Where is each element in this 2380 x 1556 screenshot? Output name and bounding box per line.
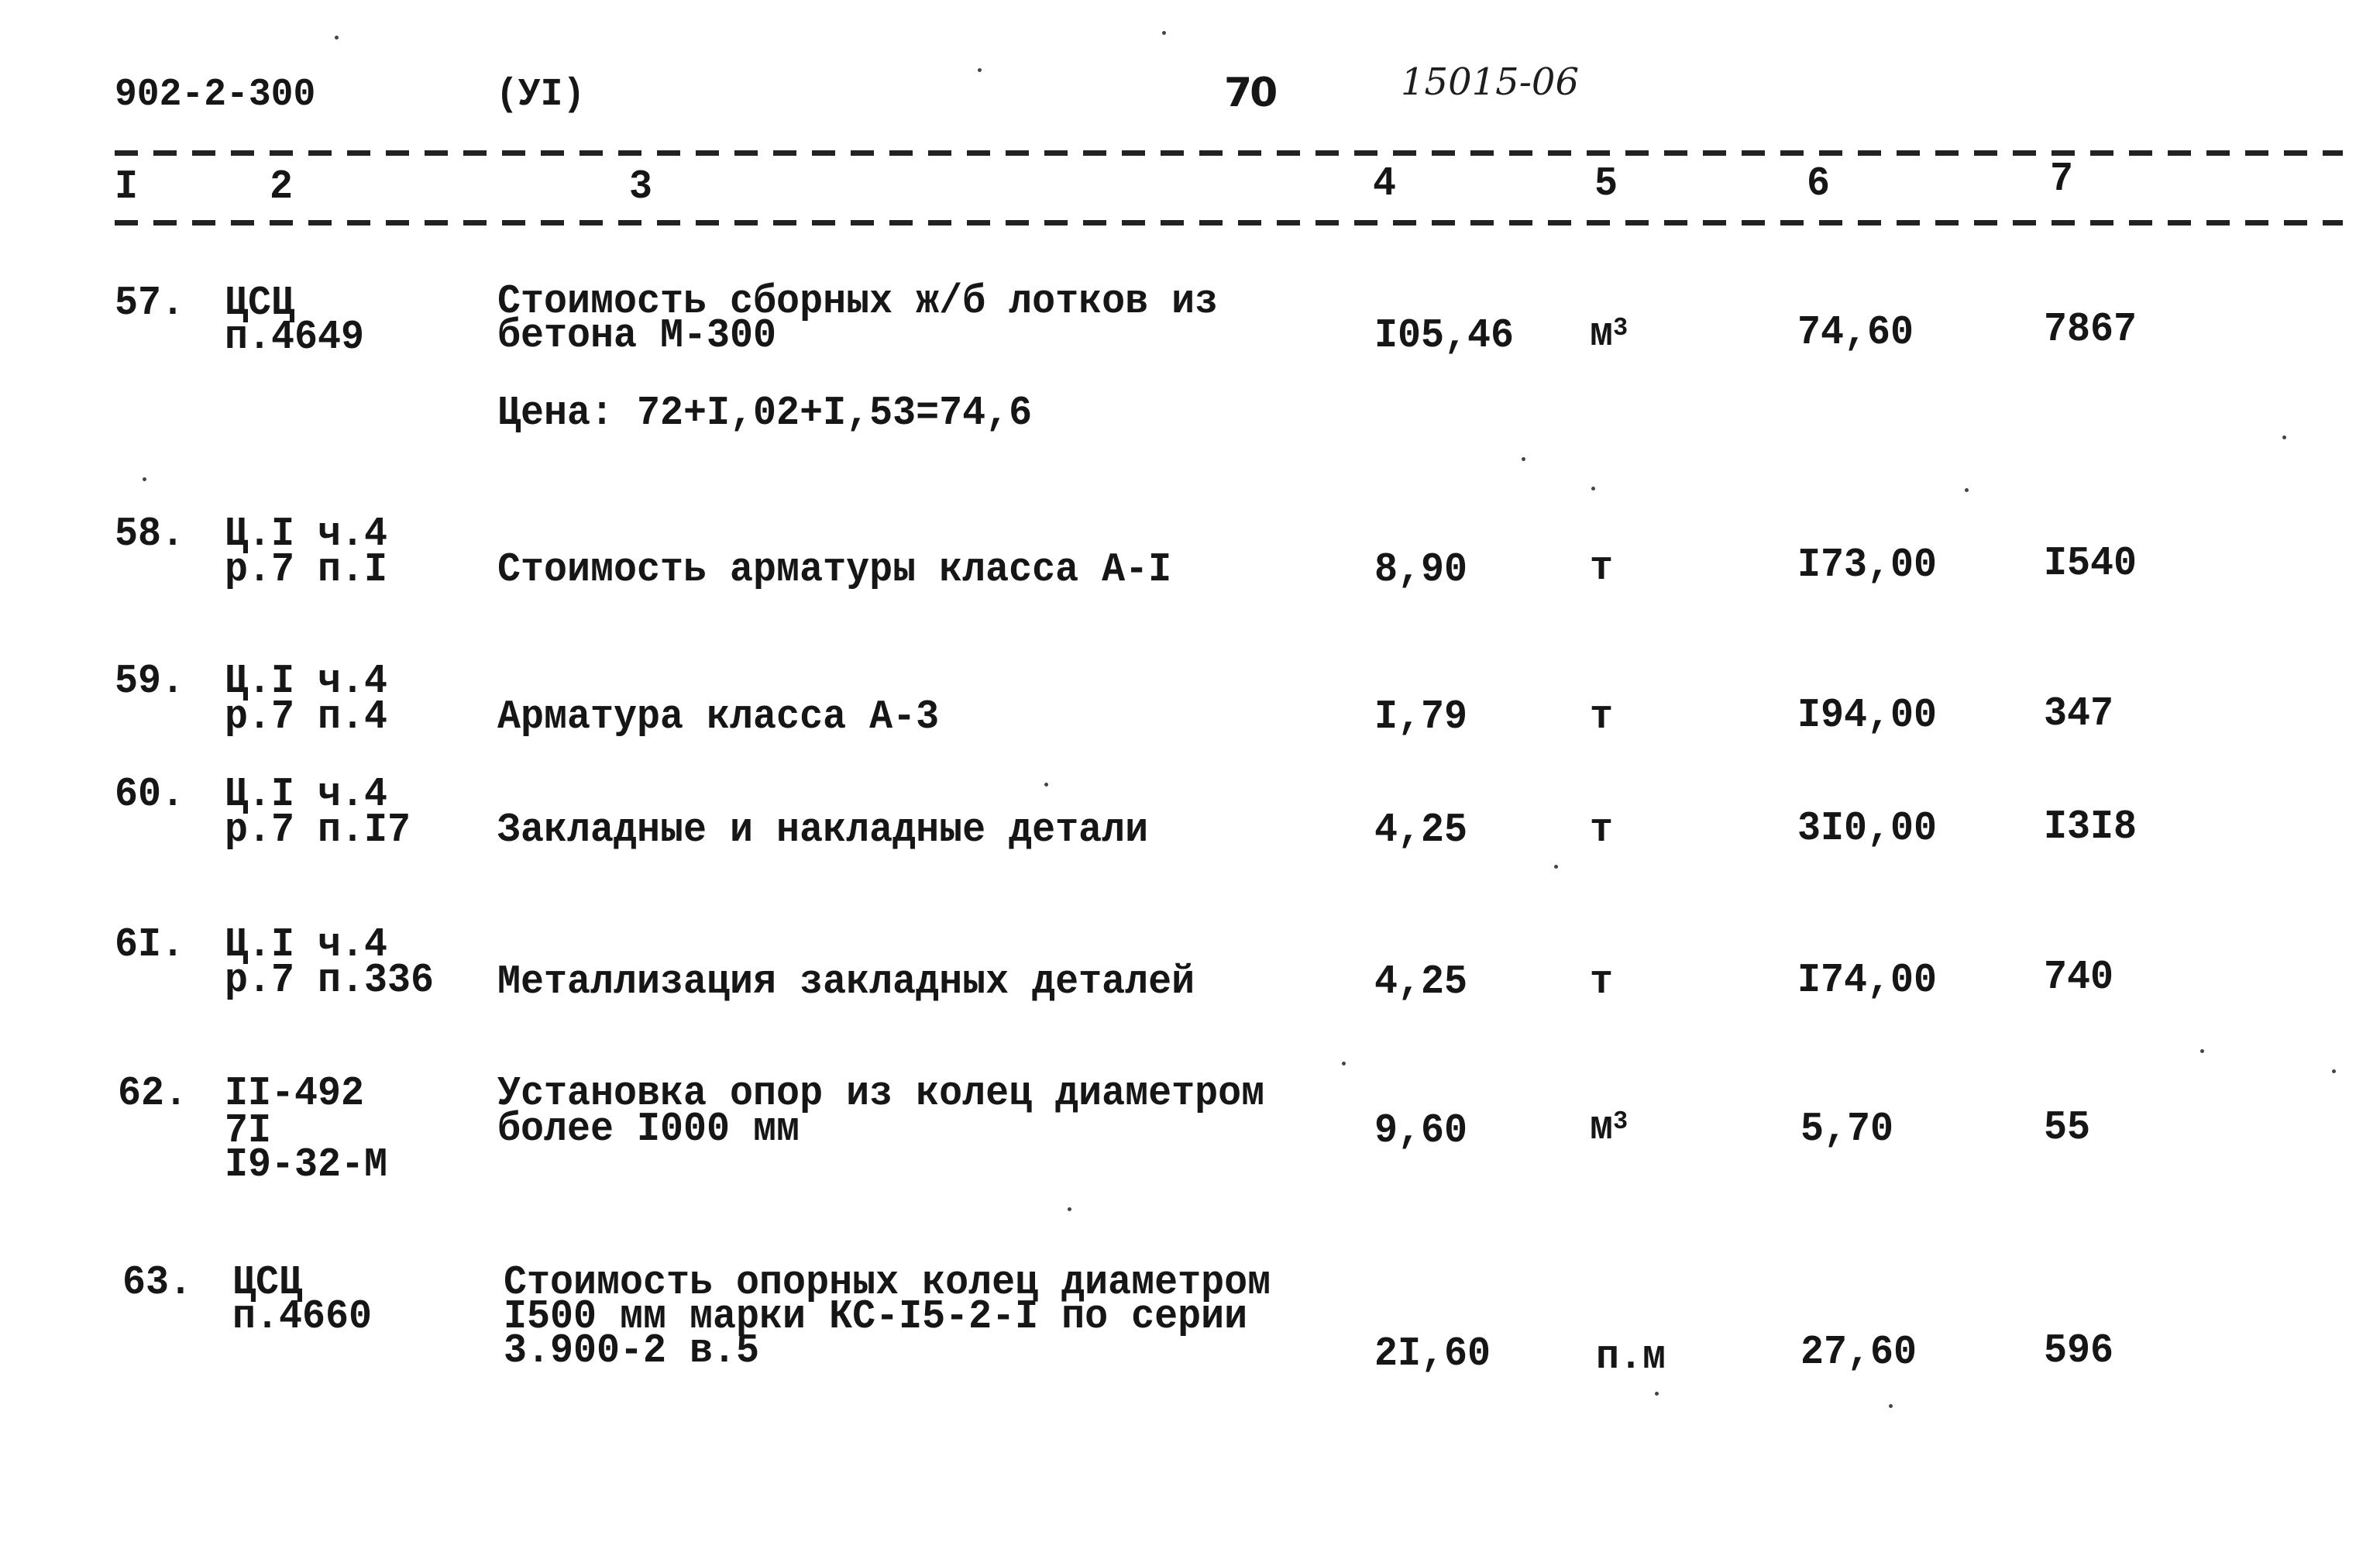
row-total: 596 <box>2044 1327 2114 1375</box>
row-total: I540 <box>2044 540 2138 587</box>
row-reference-line: п.4649 <box>225 314 365 361</box>
row-reference-line: ЦСЦ <box>225 280 295 327</box>
row-price-note: Цена: 72+I,02+I,53=74,6 <box>497 390 1033 437</box>
row-unit-price: 27,60 <box>1800 1329 1917 1376</box>
scan-speck <box>1342 1062 1346 1065</box>
row-unit: п.м <box>1596 1334 1666 1381</box>
row-description-line: более I000 мм <box>497 1106 800 1153</box>
row-reference-line: Ц.I ч.4 <box>225 771 388 818</box>
row-unit: $м^3$ <box>1590 1104 1629 1152</box>
row-number: 57. <box>115 280 185 327</box>
row-number: 63. <box>122 1259 193 1306</box>
scan-speck <box>978 68 982 72</box>
document-code: 902-2-300 <box>115 72 316 117</box>
row-unit: т <box>1590 694 1614 741</box>
row-description-line: Металлизация закладных деталей <box>497 959 1195 1006</box>
row-reference-line: п.4660 <box>232 1293 373 1341</box>
row-quantity: 4,25 <box>1374 959 1468 1006</box>
row-description-line: Установка опор из колец диаметром <box>497 1070 1265 1117</box>
row-unit: $м^3$ <box>1590 311 1629 358</box>
row-description-line: Стоимость сборных ж/б лотков из <box>497 278 1219 325</box>
row-number: 60. <box>115 771 185 818</box>
scan-speck <box>1162 31 1166 35</box>
row-unit-price: I74,00 <box>1797 957 1938 1004</box>
row-unit-price: 5,70 <box>1800 1106 1894 1153</box>
row-unit-price: I73,00 <box>1797 542 1938 589</box>
scan-speck <box>2200 1049 2204 1053</box>
row-reference-line: р.7 п.I <box>225 546 388 594</box>
row-description-line: Стоимость арматуры класса А-I <box>497 546 1172 594</box>
row-total: 55 <box>2044 1104 2091 1152</box>
scan-speck <box>1591 487 1595 491</box>
row-reference-line: р.7 п.336 <box>225 957 435 1004</box>
scan-speck <box>335 36 339 40</box>
column-number-5: 5 <box>1594 160 1618 208</box>
row-quantity: 4,25 <box>1374 807 1468 854</box>
row-description-line: I500 мм марки КС-I5-2-I по серии <box>504 1293 1248 1341</box>
row-quantity: I05,46 <box>1374 312 1515 360</box>
column-number-1: I <box>115 164 139 211</box>
row-unit-price: 74,60 <box>1797 309 1914 356</box>
header-top-rule <box>115 150 2343 156</box>
row-quantity: 8,90 <box>1374 546 1468 594</box>
row-reference-line: Ц.I ч.4 <box>225 511 388 558</box>
row-quantity: 9,60 <box>1374 1107 1468 1155</box>
column-number-7: 7 <box>2050 156 2074 203</box>
row-reference-line: р.7 п.4 <box>225 694 388 741</box>
row-reference-line: Ц.I ч.4 <box>225 658 388 705</box>
row-reference-line: ЦСЦ <box>232 1259 303 1306</box>
page-number: 70 <box>1224 70 1276 116</box>
column-number-2: 2 <box>270 164 294 211</box>
row-reference-line: Ц.I ч.4 <box>225 921 388 969</box>
row-description-line: Закладные и накладные детали <box>497 807 1149 854</box>
scan-speck <box>1044 783 1048 787</box>
row-quantity: I,79 <box>1374 694 1468 741</box>
row-description-line: Арматура класса А-3 <box>497 694 940 741</box>
column-number-6: 6 <box>1807 160 1831 208</box>
handwritten-reference: 15015-06 <box>1401 60 1579 104</box>
row-reference-line: 7I <box>225 1107 272 1155</box>
row-total: I3I8 <box>2044 804 2138 851</box>
row-unit: т <box>1590 807 1614 854</box>
scan-speck <box>1655 1392 1659 1396</box>
scan-speck <box>1068 1207 1071 1211</box>
row-reference-line: р.7 п.I7 <box>225 807 411 854</box>
row-unit-price: 3I0,00 <box>1797 805 1938 852</box>
scan-speck <box>1889 1404 1893 1408</box>
scan-speck <box>143 477 146 481</box>
row-unit: т <box>1590 959 1614 1006</box>
scan-speck <box>1965 488 1969 492</box>
row-number: 6I. <box>115 921 185 969</box>
row-description-line: 3.900-2 в.5 <box>504 1327 760 1375</box>
column-number-4: 4 <box>1373 160 1397 208</box>
scan-speck <box>1554 865 1558 869</box>
row-number: 58. <box>115 511 185 558</box>
header-bottom-rule <box>115 220 2343 225</box>
scan-speck <box>1522 457 1525 461</box>
scan-speck <box>2332 1069 2336 1073</box>
row-description-line: бетона М-300 <box>497 312 777 360</box>
row-quantity: 2I,60 <box>1374 1331 1491 1378</box>
column-number-3: 3 <box>629 164 653 211</box>
row-reference-line: II-492 <box>225 1070 365 1117</box>
row-reference-line: I9-32-М <box>225 1141 388 1189</box>
row-description-line: Стоимость опорных колец диаметром <box>504 1259 1271 1306</box>
row-total: 740 <box>2044 954 2114 1001</box>
row-number: 62. <box>118 1070 188 1117</box>
row-total: 7867 <box>2044 306 2138 353</box>
scan-speck <box>2282 435 2286 439</box>
row-unit: т <box>1590 545 1614 592</box>
row-total: 347 <box>2044 690 2114 738</box>
row-number: 59. <box>115 658 185 705</box>
section-label: (УI) <box>496 72 586 117</box>
row-unit-price: I94,00 <box>1797 692 1938 739</box>
